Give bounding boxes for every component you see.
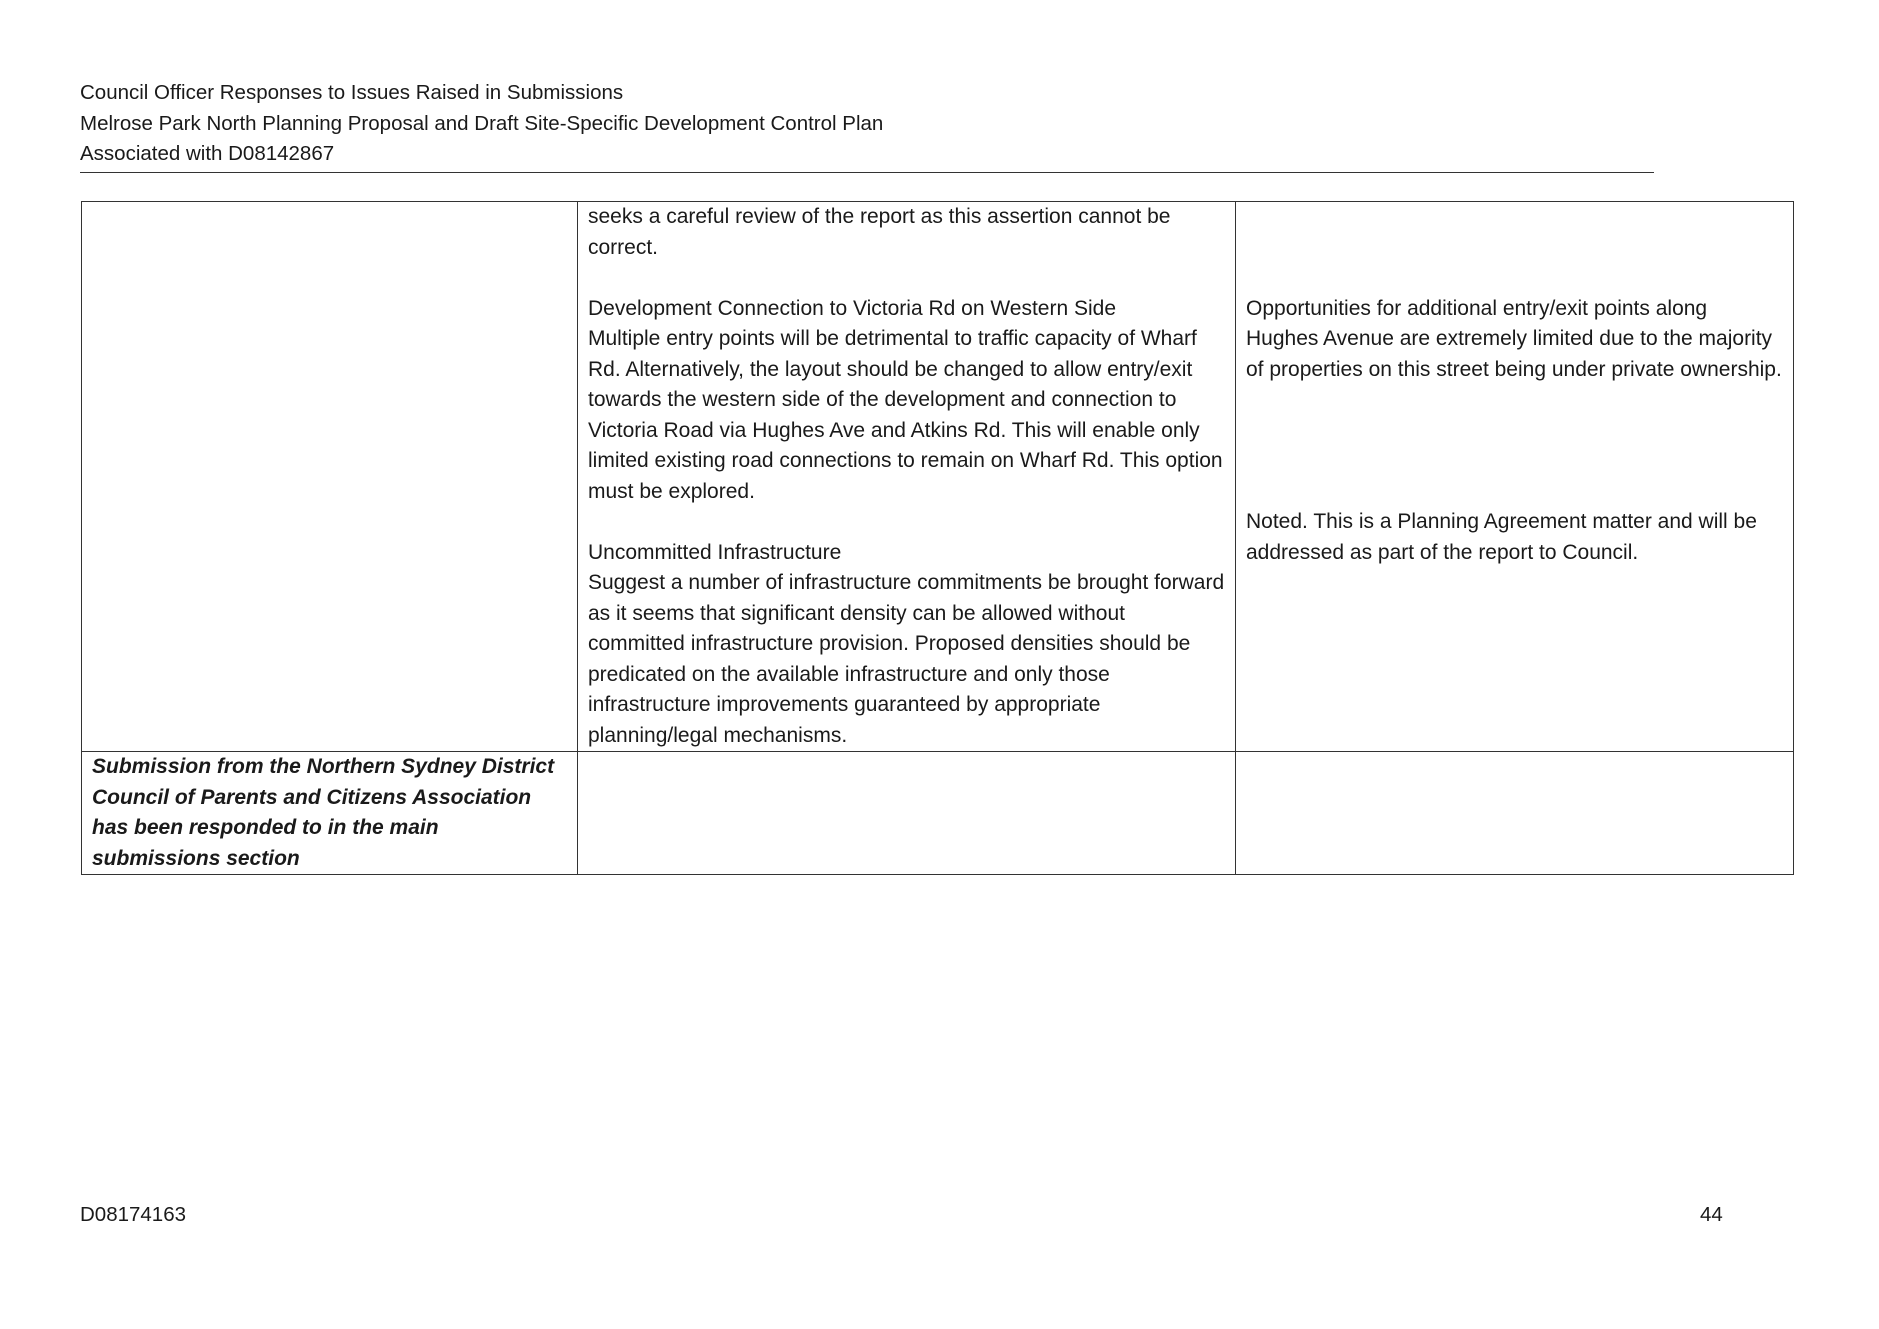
issue-heading: Development Connection to Victoria Rd on Western Side xyxy=(588,296,1117,320)
submissions-table xyxy=(81,201,1794,875)
issue-paragraph: Suggest a number of infrastructure commitments be brought forward as it seems that significant density can be allowed without committed infrastructure provision. Proposed densities should be predicated on the available infrastructure and only those infrastructure improvements guaranteed by appropriate planning/legal mechanisms. xyxy=(588,571,1225,747)
footer-page-number: 44 xyxy=(1700,1203,1723,1226)
issue-cell xyxy=(578,752,1236,875)
issue-paragraph: Multiple entry points will be detrimental to traffic capacity of Wharf Rd. Alternatively, the layout should be changed to allow entry/exit towards the western side of the development and connection to Victoria Road via Hughes Ave and Atkins Rd. This will enable only limited existing road connections to remain on Wharf Rd. This option must be explored. xyxy=(588,327,1223,503)
submitter-cell xyxy=(82,752,578,875)
header-title: Council Officer Responses to Issues Raised in Submissions xyxy=(80,81,624,104)
issue-heading: Uncommitted Infrastructure xyxy=(588,540,842,564)
footer-doc-number: D08174163 xyxy=(80,1203,187,1226)
submitter-cell xyxy=(82,202,578,752)
issue-cell xyxy=(578,202,1236,752)
header-reference: Associated with D08142867 xyxy=(80,142,335,165)
response-cell xyxy=(1236,752,1794,875)
header-subtitle: Melrose Park North Planning Proposal and Draft Site-Specific Development Control Plan xyxy=(80,111,884,135)
document-header xyxy=(80,78,1654,173)
response-paragraph: Noted. This is a Planning Agreement matter and will be addressed as part of the report to Council. xyxy=(1246,510,1757,564)
table-row xyxy=(82,202,1794,752)
response-paragraph: Opportunities for additional entry/exit points along Hughes Avenue are extremely limited due to the majority of properties on this street being under private ownership. xyxy=(1246,296,1782,381)
table-row xyxy=(82,752,1794,875)
response-cell xyxy=(1236,202,1794,752)
submitter-note: Submission from the Northern Sydney District Council of Parents and Citizens Association has been responded to in the main submissions section xyxy=(92,755,555,870)
issue-paragraph: seeks a careful review of the report as this assertion cannot be correct. xyxy=(588,205,1171,259)
